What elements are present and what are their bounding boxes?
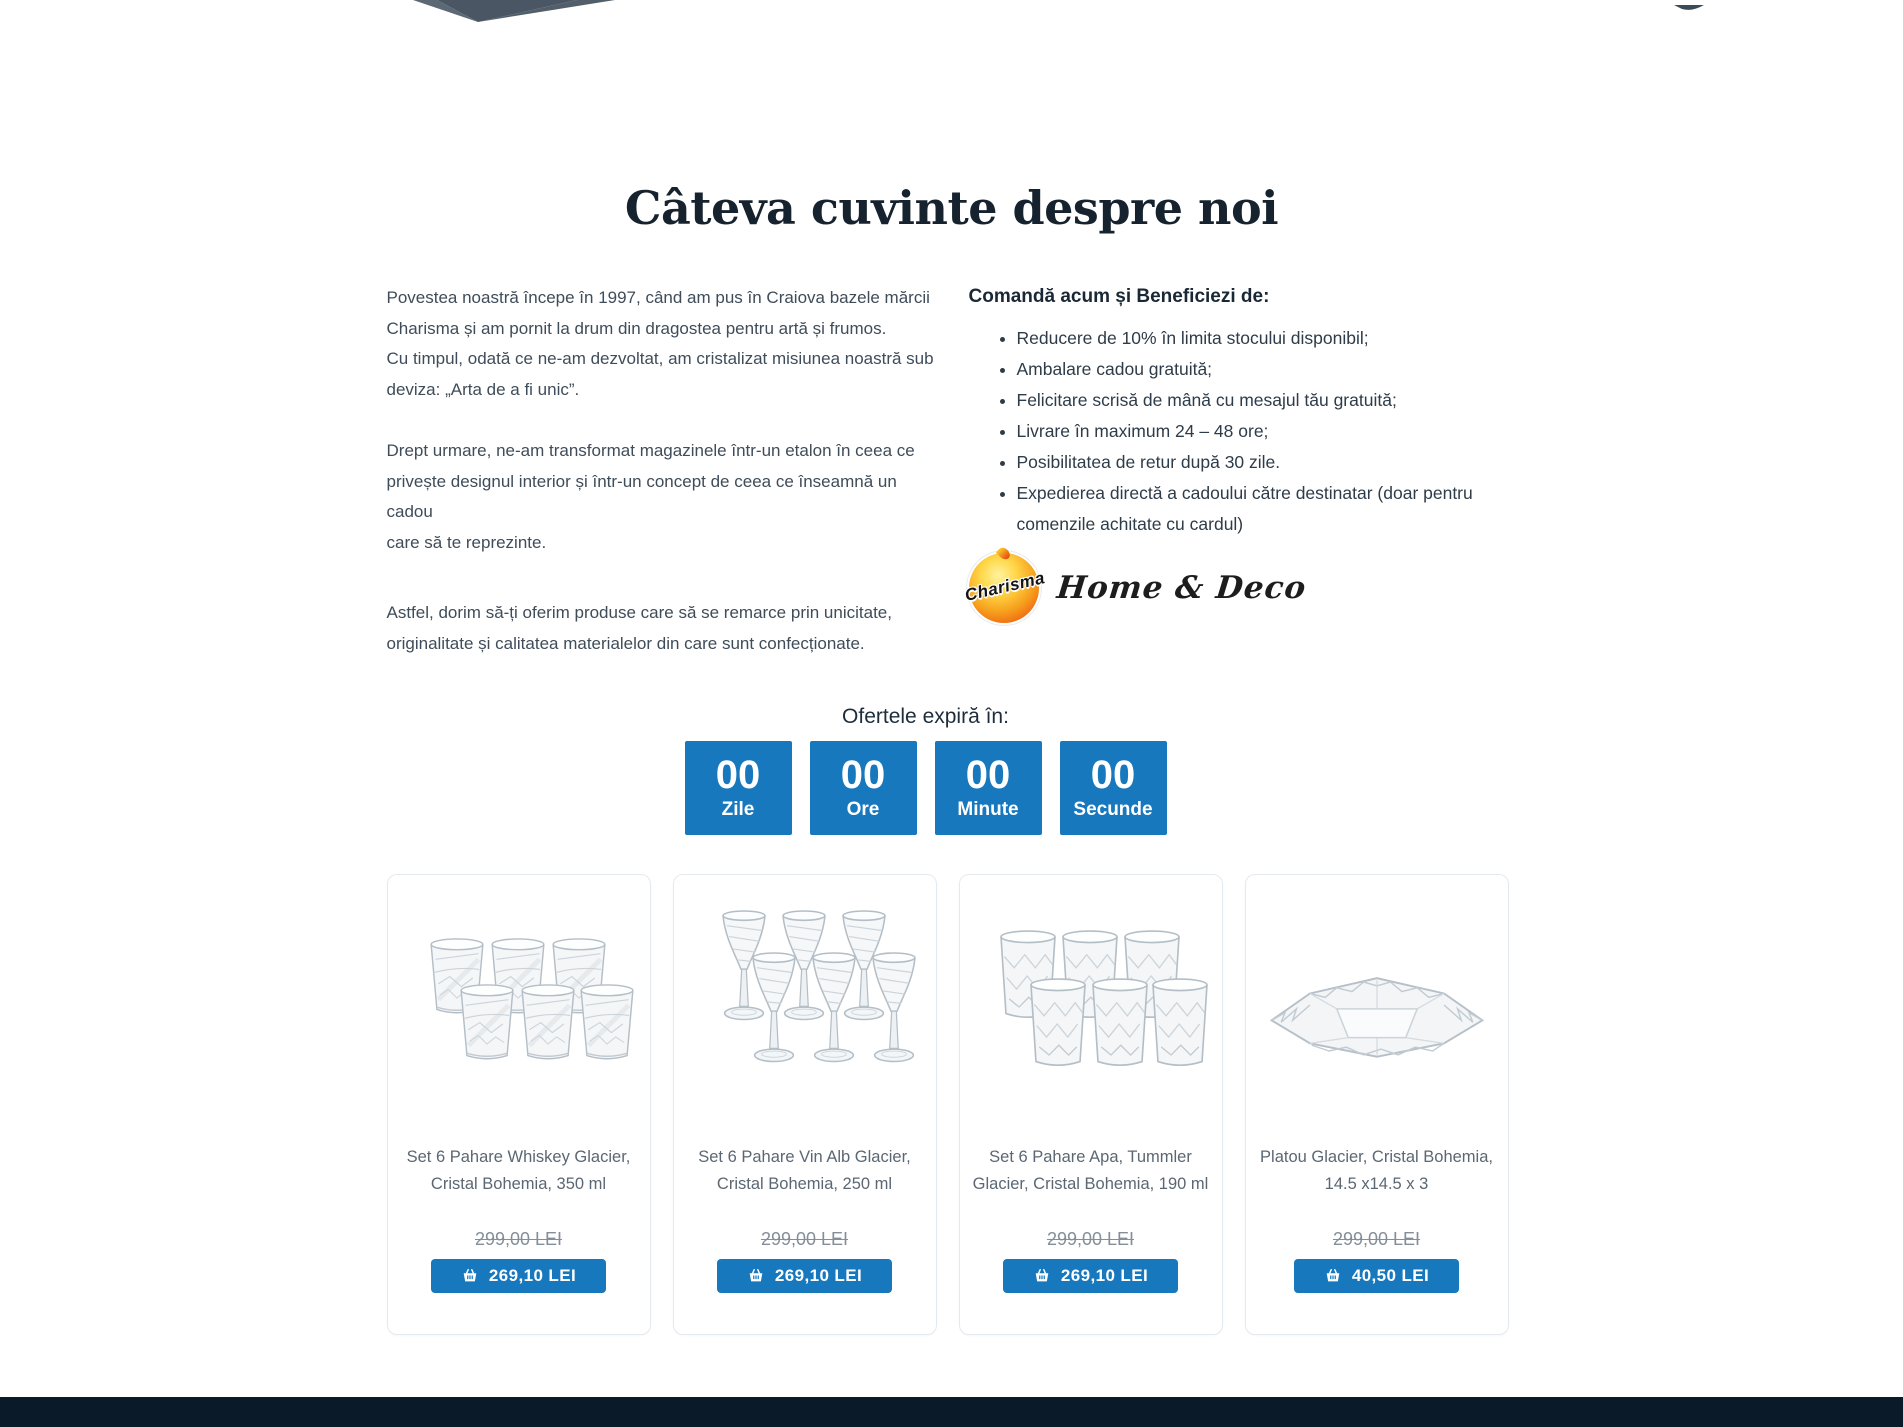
product-grid — [387, 874, 1517, 1335]
benefits-heading: Comandă acum și Beneficiezi de: — [968, 286, 1270, 307]
about-section — [387, 283, 1517, 659]
benefit-item: • Livrare în maximum 24 – 48 ore; — [1017, 416, 1517, 447]
old-price: 299,00 LEI — [760, 1229, 849, 1249]
add-to-cart-button[interactable] — [717, 1259, 892, 1293]
basket-icon — [461, 1267, 479, 1285]
benefit-item: • Expedierea directă a cadoului către destinatar (doar pentru comenzile achitate cu cardul) — [1017, 478, 1517, 540]
wine-goblet-illustration — [803, 949, 865, 1081]
product-card — [1245, 874, 1509, 1335]
basket-icon — [1033, 1267, 1051, 1285]
product-name[interactable]: Set 6 Pahare Apa, Tummler Glacier, Cristal Bohemia, 190 ml — [972, 1148, 1209, 1193]
wine-goblet-illustration — [743, 949, 805, 1081]
product-name[interactable]: Set 6 Pahare Vin Alb Glacier, Cristal Bohemia, 250 ml — [698, 1148, 911, 1193]
water-glass-illustration — [1143, 975, 1217, 1073]
countdown-box-seconds: 00 Secunde — [1060, 741, 1167, 835]
product-image-wine-goblets[interactable] — [679, 897, 931, 1129]
product-card — [959, 874, 1223, 1335]
countdown-section — [361, 702, 1491, 835]
benefit-item: • Ambalare cadou gratuită; — [1017, 354, 1517, 385]
product-card — [387, 874, 651, 1335]
sliver-shape — [1672, 5, 1708, 13]
wine-goblet-illustration — [863, 949, 925, 1081]
add-to-cart-button[interactable] — [1294, 1259, 1459, 1293]
basket-icon — [1324, 1267, 1342, 1285]
countdown-box-days: 00 Zile — [685, 741, 792, 835]
logo-brand: Charisma — [962, 568, 1047, 605]
old-price: 299,00 LEI — [1332, 1229, 1421, 1249]
old-price: 299,00 LEI — [474, 1229, 563, 1249]
product-image-water-glasses[interactable] — [965, 897, 1217, 1129]
paragraph: Drept urmare, ne-am transformat magazinele într-un etalon în ceea ce privește designul interior și într-un concept de ceea ce înseamnă un cadou care să te reprezinte. — [386, 441, 915, 552]
top-right-decoration — [1672, 0, 1708, 8]
benefit-item: • Felicitare scrisă de mână cu mesajul tău gratuită; — [1017, 385, 1517, 416]
buy-price-label: 269,10 LEI — [488, 1266, 577, 1285]
benefits-column — [962, 283, 1517, 659]
countdown-box-minutes: 00 Minute — [935, 741, 1042, 835]
platter-illustration — [1262, 959, 1492, 1074]
product-image-whiskey-glasses[interactable] — [393, 897, 645, 1129]
benefits-list — [969, 323, 1517, 540]
flame-icon — [995, 545, 1011, 561]
about-paragraphs — [387, 283, 947, 659]
countdown-box-hours: 00 Ore — [810, 741, 917, 835]
product-card — [673, 874, 937, 1335]
countdown-timer — [361, 741, 1491, 835]
benefit-item: • Posibilitatea de retur după 30 zile. — [1017, 447, 1517, 478]
buy-price-label: 269,10 LEI — [1060, 1266, 1149, 1285]
product-image-crystal-platter[interactable] — [1251, 897, 1503, 1129]
about-page — [387, 0, 1517, 1335]
charisma-badge-icon — [962, 553, 1047, 623]
product-name[interactable]: Set 6 Pahare Whiskey Glacier, Cristal Bohemia, 350 ml — [406, 1148, 631, 1193]
whiskey-glass-illustration — [571, 981, 643, 1067]
benefit-item: • Reducere de 10% în limita stocului disponibil; — [1017, 323, 1517, 354]
buy-price-label: 40,50 LEI — [1351, 1266, 1430, 1285]
basket-icon — [747, 1267, 765, 1285]
logo-tagline: Home & Deco — [1054, 570, 1308, 606]
buy-price-label: 269,10 LEI — [774, 1266, 863, 1285]
page-title: Câteva cuvinte despre noi — [624, 181, 1279, 235]
paragraph: Povestea noastră începe în 1997, când am pus în Craiova bazele mărcii Charisma și am pornit la drum din dragostea pentru artă și frumos. Cu timpul, odată ce ne-am dezvoltat, am cristalizat misiunea noastră sub deviza: „Arta de a fi unic”. — [386, 288, 934, 399]
countdown-heading: Ofertele expiră în: — [842, 705, 1009, 728]
add-to-cart-button[interactable] — [1003, 1259, 1178, 1293]
old-price: 299,00 LEI — [1046, 1229, 1135, 1249]
charisma-logo — [962, 552, 1517, 624]
add-to-cart-button[interactable] — [431, 1259, 606, 1293]
footer-bar — [0, 1397, 1903, 1427]
product-name[interactable]: Platou Glacier, Cristal Bohemia, 14.5 x14.5 x 3 — [1260, 1148, 1493, 1193]
paragraph: Astfel, dorim să-ți oferim produse care să se remarce prin unicitate, originalitate și calitatea materialelor din care sunt confecționate. — [386, 603, 892, 653]
